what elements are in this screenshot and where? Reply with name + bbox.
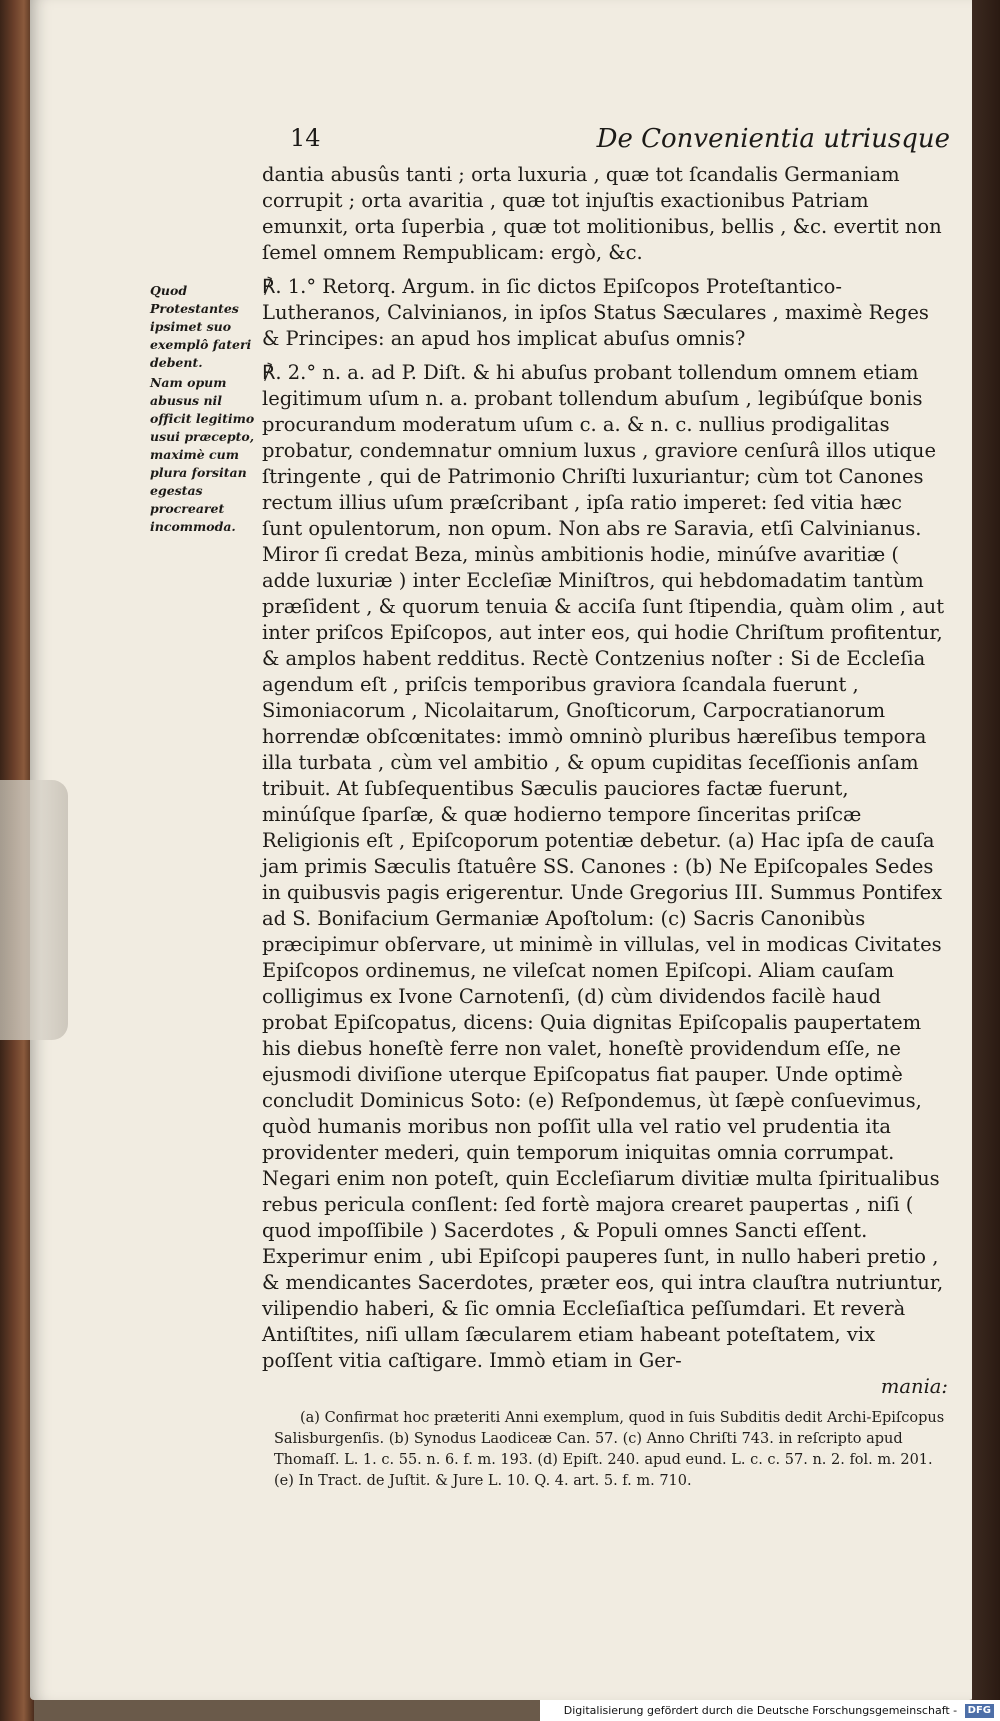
running-title: De Convenientia utriusque	[596, 124, 950, 154]
footnotes	[274, 1408, 946, 1492]
page-number: 14	[290, 124, 321, 152]
marginal-note-1: Quod Protestantes ipsimet suo exemplô fateri debent.	[150, 283, 252, 370]
marginal-note-2: Nam opum abusus nil officit legitimo usui præcepto, maximè cum plura forsitan egestas procrearet incommoda.	[150, 375, 255, 534]
digitization-credit	[540, 1700, 1000, 1721]
dfg-logo: DFG	[965, 1704, 994, 1718]
catchword: mania:	[880, 1375, 948, 1398]
paragraph-2: ℟. 1.° Retorq. Argum. in ſic dictos Epiſcopos Proteſtantico-Lutheranos, Calvinianos, in ipſos Status Sæculares , maximè Reges & Principes: an apud hos implicat abuſus omnis?	[262, 275, 929, 350]
book-edge	[972, 0, 1000, 1721]
body-text	[262, 162, 948, 1400]
paragraph-3: ℟. 2.° n. a. ad P. Diſt. & hi abuſus probant tollendum omnem etiam legitimum uſum n. a. probant tollendum abuſum , legibúſque bonis procurandum moderatum uſum c. a. & n. c. nullius prodigalitas probatur, condemnatur omnium luxus , graviore cenſurâ illos utique ſtringente , qui de Patrimonio Chriſti luxuriantur; cùm tot Canones rectum illius uſum præſcribant , ipſa ratio imperet: ſed vitia hæc ſunt opulentorum, non opum. Non abs re Saravia, etſi Calvinianus. Miror ſi credat Beza, minùs ambitionis hodie, minúſve avaritiæ ( adde luxuriæ ) inter Eccleſiæ Miniſtros, qui hebdomadatim tantùm præſident , & quorum tenuia & acciſa ſunt ſtipendia, quàm olim , aut inter priſcos Epiſcopos, aut inter eos, qui hodie Chriſtum profitentur, & amplos habent redditus. Rectè Contzenius noſter : Si de Eccleſia agendum eſt , priſcis temporibus graviora ſcandala fuerunt , Simoniacorum , Nicolaitarum, Gnoſticorum, Carpocratianorum horrendæ obſcœnitates: immò omninò pluribus hæreſibus tempora illa turbata , cùm vel ambitio , & opum cupiditas ſeceſſionis anſam tribuit. At ſubſequentibus Sæculis pauciores factæ fuerunt, minúſque ſparſæ, & quæ hodierno tempore ſinceritas priſcæ Religionis eſt , Epiſcoporum potentiæ debetur. (a) Hac ipſa de cauſa jam primis Sæculis ſtatuêre SS. Canones : (b) Ne Epiſcopales Sedes in quibusvis pagis erigerentur. Unde Gregorius III. Summus Pontifex ad S. Bonifacium Germaniæ Apoſtolum: (c) Sacris Canonibùs præcipimur obſervare, ut minimè in villulas, vel in modicas Civitates Epiſcopos ordinemus, ne vileſcat nomen Epiſcopi. Aliam cauſam colligimus ex Ivone Carnotenſi, (d) cùm dividendos facilè haud probat Epiſcopatus, dicens: Quia dignitas Epiſcopalis paupertatem his diebus honeſtè ferre non valet, honeſtè providendum eſſe, ne ejusmodi diviſione uterque Epiſcopatus fiat pauper. Unde optimè concludit Dominicus Soto: (e) Reſpondemus, ùt ſæpè conſuevimus, quòd humanis moribus non poſſit ulla vel ratio vel prudentia ita providenter mederi, quin temporum iniquitas omnia corrumpat. Negari enim non poteſt, quin Eccleſiarum divitiæ multa ſpiritualibus rebus pericula conſlent: ſed fortè majora crearet paupertas , niſi ( quod impoſſibile ) Sacerdotes , & Populi omnes Sancti eſſent. Experimur enim , ubi Epiſcopi pauperes ſunt, in nullo haberi pretio , & mendicantes Sacerdotes, præter eos, qui intra clauſtra nutriuntur, vilipendio haberi, & ſic omnia Eccleſiaſtica peſſumdari. Et reverà Antiſtites, niſi ullam ſæcularem etiam habeant poteſtatem, vix poſſent vitia caſtigare. Immò etiam in Ger-	[262, 361, 945, 1372]
page-clip	[0, 780, 68, 1040]
footnote-text: (a) Confirmat hoc præteriti Anni exemplum, quod in ſuis Subditis dedit Archi-Epiſcopus Salisburgenſis. (b) Synodus Laodiceæ Can. 57. (c) Anno Chriſti 743. in reſcripto apud Thomaſſ. L. 1. c. 55. n. 6. f. m. 193. (d) Epiſt. 240. apud eund. L. c. c. 57. n. 2. fol. m. 201. (e) In Tract. de Juſtit. & Jure L. 10. Q. 4. art. 5. f. m. 710.	[274, 1410, 945, 1489]
paragraph-1: dantia abusûs tanti ; orta luxuria , quæ tot ſcandalis Germaniam corrupit ; orta avaritia , quæ tot injuſtis exactionibus Patriam emunxit, orta ſuperbia , quæ tot molitionibus, bellis , &c. evertit non ſemel omnem Rempublicam: ergò, &c.	[262, 163, 942, 264]
page-header	[290, 124, 950, 160]
credit-text: Digitalisierung gefördert durch die Deutsche Forschungsgemeinschaft -	[563, 1704, 958, 1717]
